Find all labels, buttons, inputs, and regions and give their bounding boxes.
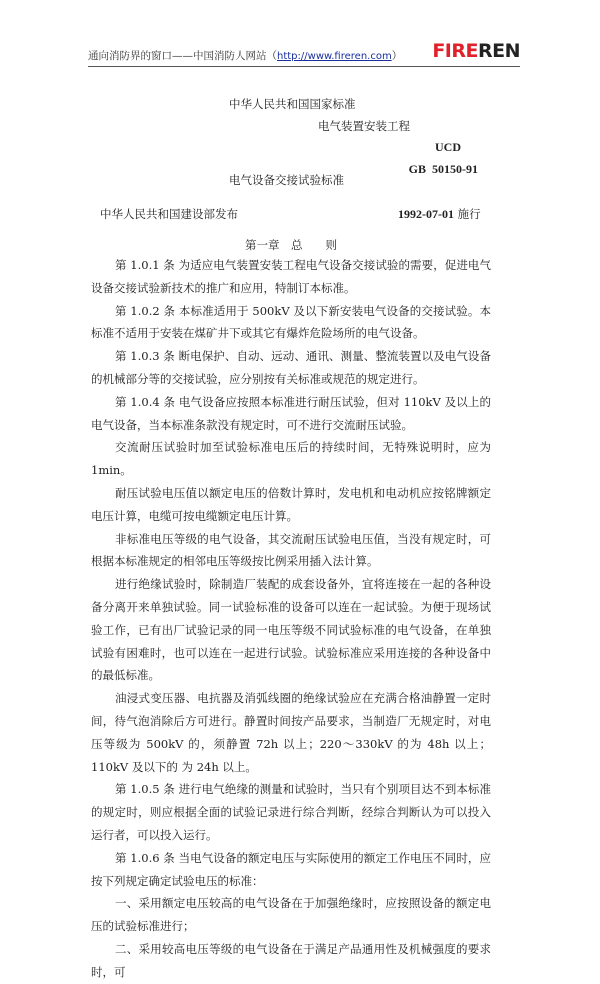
paragraph: 二、采用较高电压等级的电气设备在于满足产品通用性及机械强度的要求时，可 [91,941,491,979]
ucd-code: UCD [435,140,461,154]
header-close-paren: ） [391,50,403,62]
fireren-logo [432,40,520,62]
gb-code: GB 50150-91 [408,162,478,176]
paragraph: 第 1.0.1 条 为适应电气装置安装工程电气设备交接试验的需要，促进电气设备交接试验新技术的推广和应用，特制订本标准。 [91,258,491,295]
paragraph: 交流耐压试验时加至试验标准电压后的持续时间，无特殊说明时，应为 1min。 [91,440,491,478]
header-tagline [88,48,402,63]
category-label: 电气装置安装工程 [318,119,410,133]
page-header [88,40,520,67]
paragraph: 一、采用额定电压较高的电气设备在于加强绝缘时，应按照设备的额定电压的试验标准进行； [91,896,491,934]
document-body [91,254,491,984]
paragraph: 第 1.0.2 条 本标准适用于 500kV 及以下新安装电气设备的交接试验。本标准不适用于安装在煤矿井下或其它有爆炸危险场所的电气设备。 [91,303,491,341]
effective-date: 1992-07-01 [398,207,454,221]
header-text: 通向消防界的窗口——中国消防人网站（ [88,50,277,62]
paragraph: 第 1.0.6 条 当电气设备的额定电压与实际使用的额定工作电压不同时，应按下列规定确定试验电压的标准： [91,850,491,888]
effective-label: 施行 [457,207,481,221]
effective-date-line [398,206,481,222]
paragraph: 非标准电压等级的电气设备，其交流耐压试验电压值，当没有规定时，可根据本标准规定的相邻电压等级按比例采用插入法计算。 [91,531,491,569]
logo-ren-text: REN [477,40,520,62]
paragraph: 第 1.0.5 条 进行电气绝缘的测量和试验时，当只有个别项目达不到本标准的规定时，则应根据全面的试验记录进行综合判断，经综合判断认为可以投入运行者，可以投入运行。 [91,782,491,842]
paragraph: 第 1.0.4 条 电气设备应按照本标准进行耐压试验，但对 110kV 及以上的电气设备，当本标准条款没有规定时，可不进行交流耐压试验。 [91,394,491,432]
paragraph: 油浸式变压器、电抗器及消弧线圈的绝缘试验应在充满合格油静置一定时间，待气泡消除后方可进行。静置时间按产品要求，当制造厂无规定时，对电压等级为 500kV 的，须静置 72h 以上；220～330kV 的为 48h 以上；110kV 及以下的 为 24h 以上。 [91,691,491,774]
paragraph: 第 1.0.3 条 断电保护、自动、远动、通讯、测量、整流装置以及电气设备的机械部分等的交接试验，应分别按有关标准或规范的规定进行。 [91,349,491,386]
paragraph: 进行绝缘试验时，除制造厂装配的成套设备外，宜将连接在一起的各种设备分离开来单独试验。同一试验标准的设备可以连在一起试验。为便于现场试验工作，已有出厂试验记录的同一电压等级不同试验标准的电气设备，在单独试验有困难时，也可以连在一起进行试验。试验标准应采用连接的各种设备中的最低标准。 [91,577,491,683]
logo-fire-text: FIRE [432,40,478,62]
document-title: 电气设备交接试验标准 [229,173,344,187]
national-standard-label: 中华人民共和国国家标准 [229,97,356,111]
chapter-title: 第一章 总 则 [245,238,337,252]
paragraph: 耐压试验电压值以额定电压的倍数计算时，发电机和电动机应按铭牌额定电压计算，电缆可按电缆额定电压计算。 [91,485,491,523]
website-link[interactable]: http://www.fireren.com [277,51,392,62]
publisher: 中华人民共和国建设部发布 [100,207,238,221]
